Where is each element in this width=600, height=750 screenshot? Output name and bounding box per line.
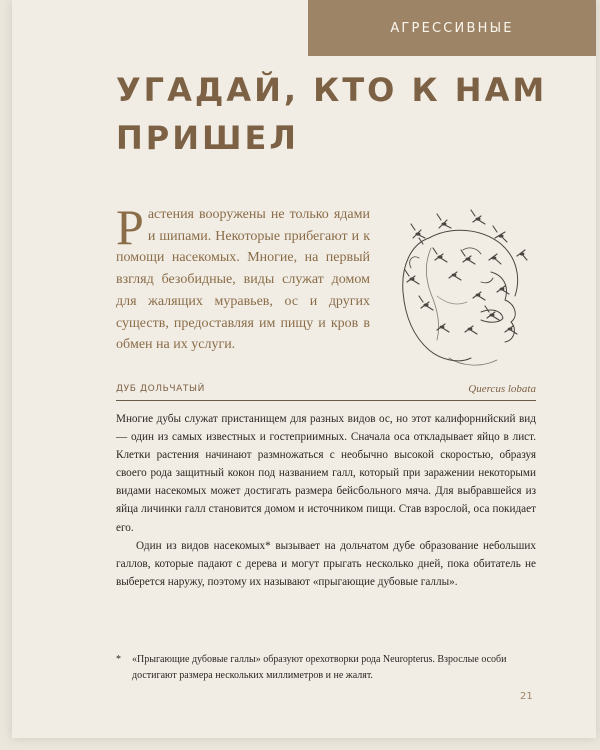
book-page bbox=[12, 0, 596, 738]
species-header bbox=[116, 384, 536, 401]
drop-cap: Р bbox=[116, 199, 144, 255]
section-tab bbox=[308, 0, 596, 56]
footnote bbox=[116, 652, 536, 684]
body-paragraph: Многие дубы служат пристанищем для разных видов ос, но этот калифорнийский вид — один из самых известных и гостеприимных. Сначала оса откладывает яйцо в лист. Клетки растения начинают размножаться с необычно высокой скоростью, образуя своего рода защитный кокон под названием галл, который при заражении некоторыми видами насекомых может достигать размера бейсбольного мяча. Для выбравшейся из яйца личинки галл становится домом и источником пищи. Став взрослой, оса покидает его. bbox=[116, 413, 536, 534]
lead-text: астения вооружены не только ядами и шипами. Некоторые прибегают и к помощи насекомых. Многие, на первый взгляд безобидные, виды служат домом для жалящих муравьев, ос и других существ, предоставляя им пищу и кров в обмен на их услуги. bbox=[116, 207, 370, 353]
species-common-name: ДУБ ДОЛЬЧАТЫЙ bbox=[116, 384, 205, 394]
page-number: 21 bbox=[520, 691, 533, 702]
wasp-face-illustration bbox=[377, 208, 537, 368]
chapter-title: УГАДАЙ, КТО К НАМ ПРИШЕЛ bbox=[116, 71, 548, 157]
body-text bbox=[116, 410, 536, 591]
footnote-text: «Прыгающие дубовые галлы» образуют орехотворки рода Neuropterus. Взрослые особи достигают размера нескольких миллиметров и не жалят. bbox=[132, 654, 507, 681]
species-latin-name: Quercus lobata bbox=[468, 383, 536, 395]
section-label: АГРЕССИВНЫЕ bbox=[390, 20, 514, 36]
lead-paragraph bbox=[116, 199, 370, 356]
body-paragraph: Один из видов насекомых* вызывает на дольчатом дубе образование небольших галлов, которые падают с дерева и могут прыгать несколько дней, пока обитатель не выберется наружу, поэтому их называют «прыгающие дубовые галлы». bbox=[116, 539, 536, 588]
footnote-marker: * bbox=[116, 654, 121, 665]
